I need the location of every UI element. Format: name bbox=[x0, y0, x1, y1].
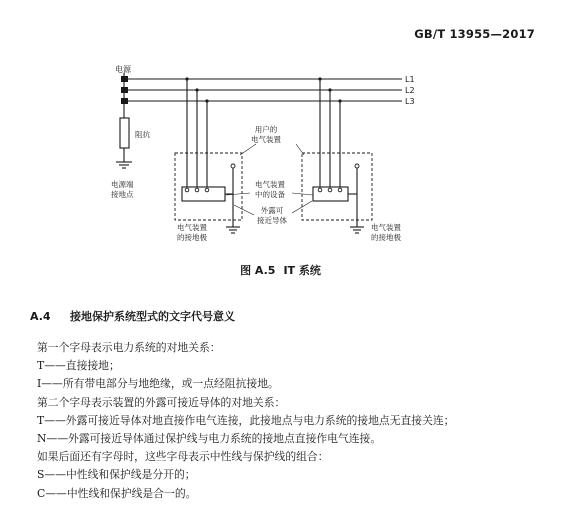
label-earth-left-2: 的接地极 bbox=[177, 233, 207, 242]
label-l3: L3 bbox=[405, 97, 415, 106]
paragraph: T——直接接地； bbox=[37, 359, 120, 373]
label-exposed-part-2: 接近导体 bbox=[257, 216, 287, 225]
label-user-equipment-1: 用户的 bbox=[254, 125, 278, 134]
impedance-resistor bbox=[120, 118, 129, 148]
paragraph: S——中性线和保护线是分开的； bbox=[37, 468, 196, 482]
label-power-source: 电源 bbox=[115, 65, 131, 74]
paragraph: N——外露可接近导体通过保护线与电力系统的接地点直接作电气连接。 bbox=[37, 431, 382, 445]
label-l2: L2 bbox=[405, 86, 415, 95]
it-system-diagram bbox=[0, 0, 561, 260]
label-exposed-part-1: 外露可 bbox=[260, 206, 284, 215]
paragraph: 如果后面还有字母时，这些字母表示中性线与保护线的组合： bbox=[37, 450, 329, 464]
label-earth-right-2: 的接地极 bbox=[371, 233, 401, 242]
label-earth-right-1: 电气装置 bbox=[371, 223, 401, 232]
label-user-equipment-2: 电气装置 bbox=[251, 135, 281, 144]
section-body bbox=[37, 339, 547, 503]
section-number: A.4 bbox=[30, 310, 51, 323]
figure-number: 图 A.5 bbox=[240, 264, 276, 277]
paragraph: 第一个字母表示电力系统的对地关系： bbox=[37, 341, 221, 354]
label-impedance: 阻抗 bbox=[135, 130, 150, 139]
section-heading bbox=[30, 308, 235, 324]
paragraph: I——所有带电部分与地绝缘，或一点经阻抗接地。 bbox=[37, 377, 279, 391]
label-source-earth-1: 电源端 bbox=[111, 180, 134, 189]
standard-code: GB/T 13955—2017 bbox=[414, 27, 535, 41]
label-l1: L1 bbox=[405, 75, 415, 84]
paragraph: T——外露可接近导体对地直接作电气连接，此接地点与电力系统的接地点无直接关连； bbox=[37, 413, 455, 427]
source-windings bbox=[121, 76, 128, 104]
section-title: 接地保护系统型式的文字代号意义 bbox=[70, 310, 235, 323]
paragraph: 第二个字母表示装置的外露可接近导体的对地关系： bbox=[37, 395, 286, 409]
label-source-earth-2: 接地点 bbox=[111, 190, 134, 199]
label-equipment-2: 中的设备 bbox=[255, 190, 285, 199]
figure-title: IT 系统 bbox=[283, 264, 321, 277]
figure-caption bbox=[0, 262, 561, 278]
paragraph: C——中性线和保护线是合一的。 bbox=[37, 486, 197, 500]
label-equipment-1: 电气装置 bbox=[255, 180, 285, 189]
label-earth-left-1: 电气装置 bbox=[177, 223, 207, 232]
